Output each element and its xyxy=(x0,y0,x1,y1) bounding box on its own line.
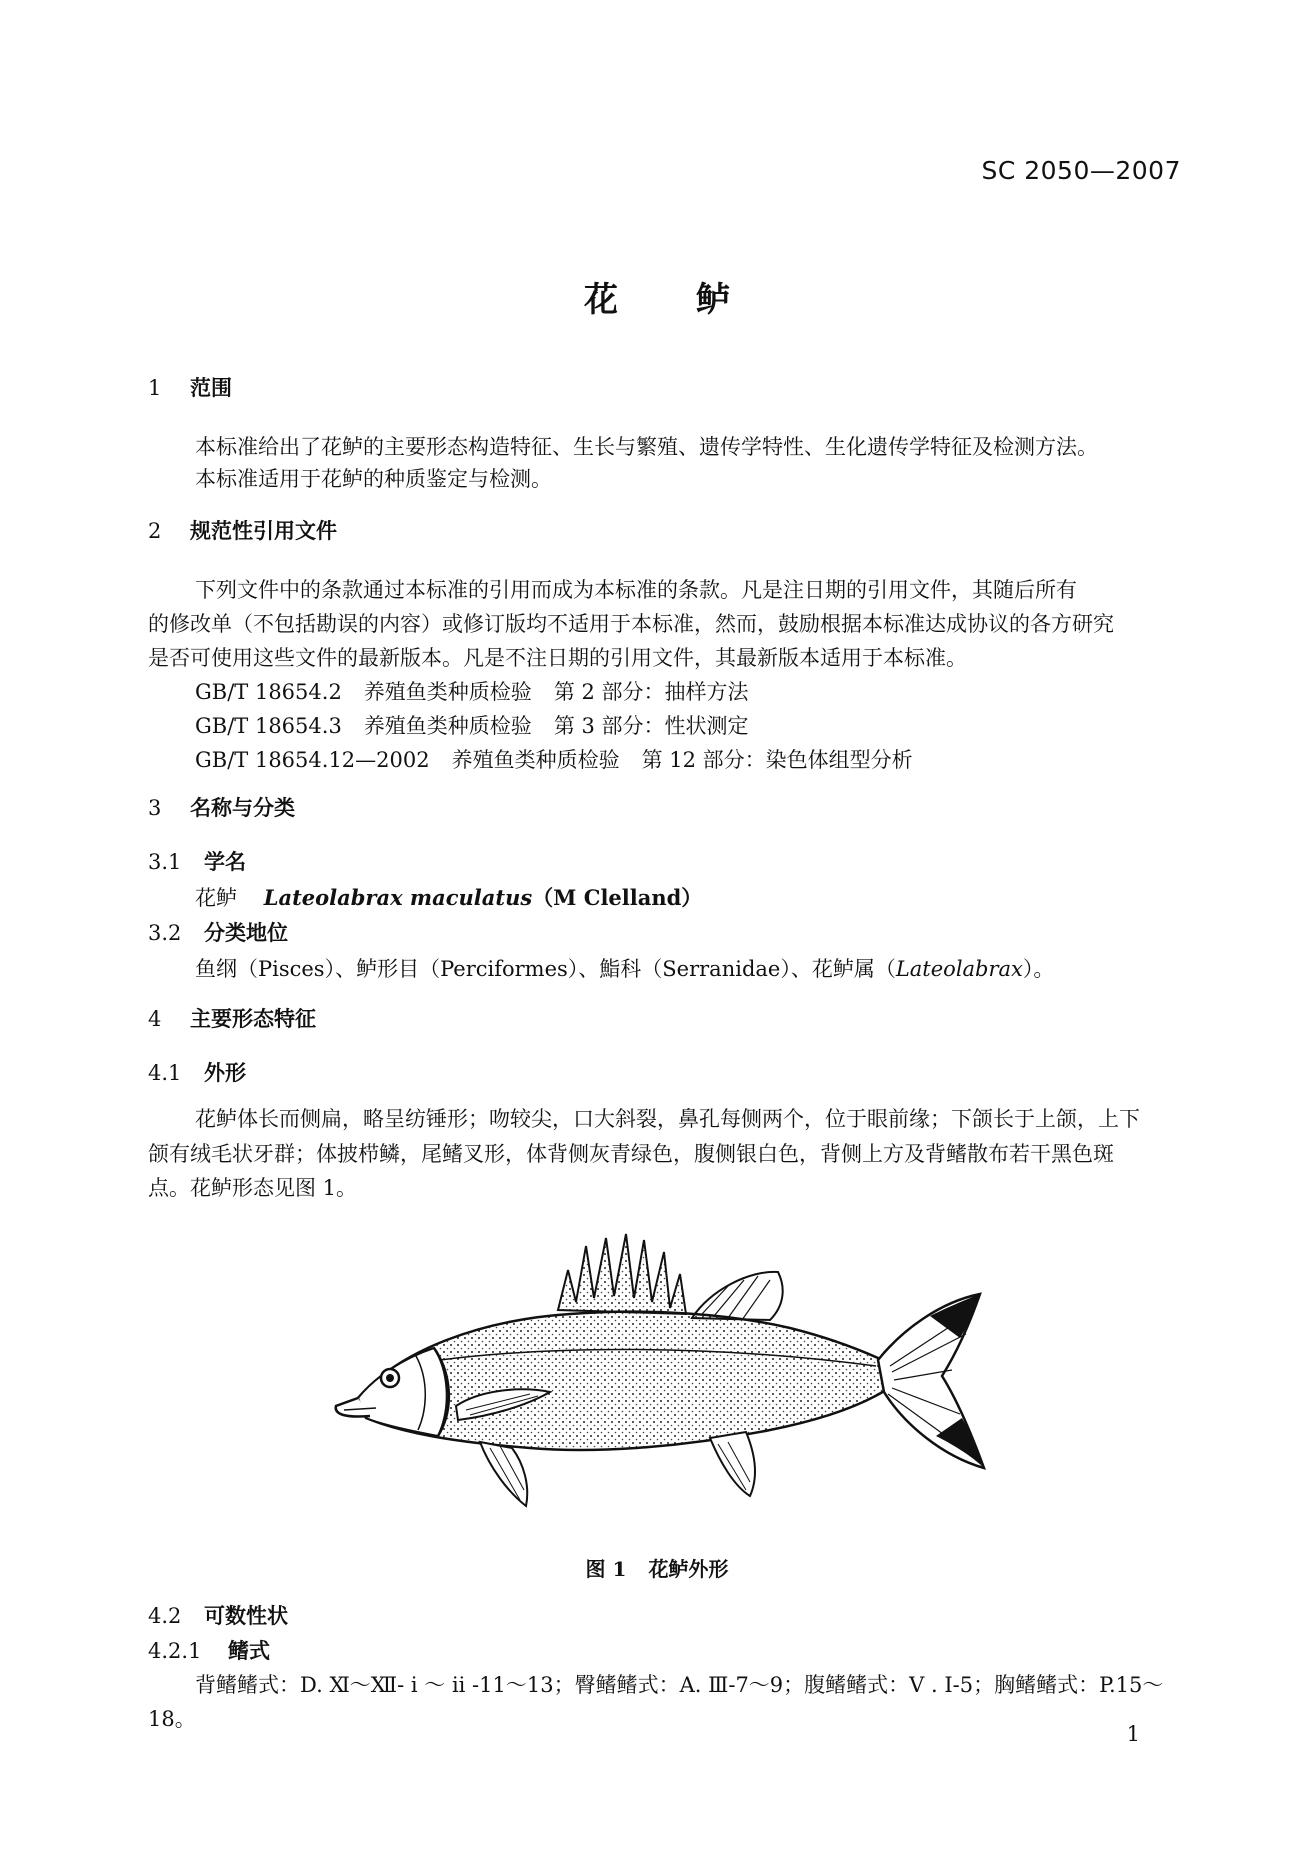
section-number: 2 xyxy=(148,519,162,543)
section-number: 1 xyxy=(148,376,162,400)
section-title: 可数性状 xyxy=(204,1603,288,1628)
standard-code: SC 2050—2007 xyxy=(981,156,1181,185)
figure-caption xyxy=(0,1553,1314,1582)
reference-title: 养殖鱼类种质检验 xyxy=(363,714,532,738)
section-4-2-heading xyxy=(148,1600,288,1630)
section-2-heading xyxy=(148,515,337,545)
section-4-2-1-heading xyxy=(148,1635,270,1665)
figure-number: 图 1 xyxy=(585,1557,627,1581)
document-title xyxy=(0,272,1314,321)
reference-title: 养殖鱼类种质检验 xyxy=(451,748,620,772)
reference-item xyxy=(195,744,913,774)
chinese-name: 花鲈 xyxy=(195,886,237,910)
reference-title: 养殖鱼类种质检验 xyxy=(363,680,532,704)
section-2-line-3: 是否可使用这些文件的最新版本。凡是不注日期的引用文件，其最新版本适用于本标准。 xyxy=(148,646,967,670)
title-char-1: 花 xyxy=(584,280,618,320)
reference-item xyxy=(195,676,749,706)
section-4-1-line-2: 颌有绒毛状牙群；体披栉鳞，尾鳍叉形，体背侧灰青绿色，腹侧银白色，背侧上方及背鳍散布若干黑色斑 xyxy=(148,1142,1114,1166)
section-title: 鳍式 xyxy=(228,1638,270,1663)
section-title: 范围 xyxy=(190,375,232,400)
section-1-heading xyxy=(148,372,232,402)
page-number: 1 xyxy=(1126,1722,1140,1746)
reference-code: GB/T 18654.3 xyxy=(195,714,342,738)
section-number: 3.1 xyxy=(148,850,182,874)
section-number: 4 xyxy=(148,1007,162,1031)
scientific-name-line xyxy=(195,882,702,912)
figure-title: 花鲈外形 xyxy=(648,1557,729,1581)
section-1-para-2: 本标准适用于花鲈的种质鉴定与检测。 xyxy=(195,467,552,491)
section-number: 3 xyxy=(148,796,162,820)
reference-code: GB/T 18654.12—2002 xyxy=(195,748,430,772)
genus-name: Lateolabrax xyxy=(895,957,1023,981)
section-title: 外形 xyxy=(204,1060,246,1085)
section-number: 4.1 xyxy=(148,1061,182,1085)
section-title: 分类地位 xyxy=(204,920,288,945)
section-number: 4.2.1 xyxy=(148,1639,202,1663)
title-char-2: 鲈 xyxy=(696,280,730,320)
fin-formula-line-2: 18。 xyxy=(148,1707,196,1731)
section-4-heading xyxy=(148,1003,316,1033)
section-3-heading xyxy=(148,792,295,822)
scientific-name-author: （M Clelland） xyxy=(532,885,703,910)
section-number: 3.2 xyxy=(148,921,182,945)
section-4-1-line-1: 花鲈体长而侧扁，略呈纺锤形；吻较尖，口大斜裂，鼻孔每侧两个，位于眼前缘；下颌长于上颌，上下 xyxy=(195,1107,1140,1131)
section-title: 名称与分类 xyxy=(190,795,295,820)
classification-end: ）。 xyxy=(1022,957,1055,981)
reference-code: GB/T 18654.2 xyxy=(195,680,342,704)
classification-line xyxy=(195,953,1054,983)
section-title: 学名 xyxy=(204,849,246,874)
section-title: 规范性引用文件 xyxy=(190,518,337,543)
section-1-para-1: 本标准给出了花鲈的主要形态构造特征、生长与繁殖、遗传学特性、生化遗传学特征及检测方法。 xyxy=(195,435,1098,459)
section-4-1-heading xyxy=(148,1057,246,1087)
scientific-name: Lateolabrax maculatus xyxy=(263,885,533,910)
reference-part: 第 2 部分：抽样方法 xyxy=(553,680,749,704)
reference-part: 第 12 部分：染色体组型分析 xyxy=(641,748,913,772)
section-2-line-1: 下列文件中的条款通过本标准的引用而成为本标准的条款。凡是注日期的引用文件，其随后所有 xyxy=(195,578,1077,602)
section-2-line-2: 的修改单（不包括勘误的内容）或修订版均不适用于本标准，然而，鼓励根据本标准达成协议的各方研究 xyxy=(148,612,1114,636)
reference-item xyxy=(195,710,749,740)
section-3-2-heading xyxy=(148,917,288,947)
section-3-1-heading xyxy=(148,846,246,876)
section-number: 4.2 xyxy=(148,1604,182,1628)
fish-illustration xyxy=(330,1210,990,1530)
fin-formula-line-1: 背鳍鳍式：D. Ⅺ～Ⅻ- i ～ ii -11～13；臀鳍鳍式：A. Ⅲ-7～9；腹鳍鳍式：V . Ⅰ-5；胸鳍鳍式：P.15～ xyxy=(195,1673,1164,1697)
reference-part: 第 3 部分：性状测定 xyxy=(553,714,749,738)
section-4-1-line-3: 点。花鲈形态见图 1。 xyxy=(148,1176,358,1200)
classification-text: 鱼纲（Pisces）、鲈形目（Perciformes）、鮨科（Serranidae）、花鲈属（ xyxy=(195,957,896,981)
section-title: 主要形态特征 xyxy=(190,1006,316,1031)
